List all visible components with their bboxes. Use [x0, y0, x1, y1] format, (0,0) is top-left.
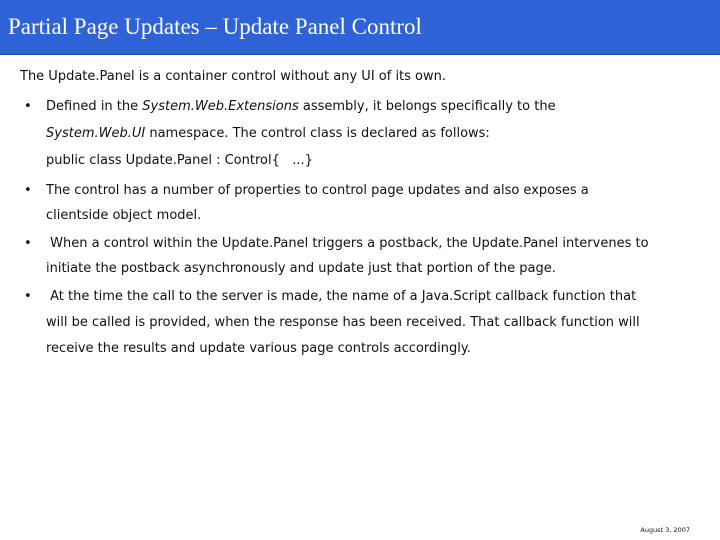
slide-date: August 3, 2007: [640, 526, 690, 534]
bullet-line: [46, 126, 490, 141]
bullet-marker: •: [24, 289, 32, 304]
text-run: public class Update.Panel : Control{ ...}: [46, 153, 313, 168]
intro-text: The Update.Panel is a container control without any UI of its own.: [20, 69, 447, 84]
title-bar: [0, 0, 720, 55]
bullet-line: [46, 236, 649, 251]
bullet-marker: •: [24, 99, 32, 114]
text-run: The control has a number of properties to control page updates and also exposes a: [46, 183, 589, 198]
bullet-line: [46, 341, 471, 356]
italic-term: System.Web.Extensions: [142, 99, 299, 114]
text-run: When a control within the Update.Panel triggers a postback, the Update.Panel intervenes to: [46, 236, 649, 251]
slide-title: Partial Page Updates – Update Panel Control: [8, 14, 422, 39]
text-run: clientside object model.: [46, 208, 202, 223]
bullet-line: [46, 183, 589, 198]
bullet-line: [46, 153, 313, 168]
bullet-line: [46, 99, 556, 114]
text-run: initiate the postback asynchronously and update just that portion of the page.: [46, 261, 556, 276]
italic-term: System.Web.UI: [46, 126, 146, 141]
text-run: will be called is provided, when the response has been received. That callback function will: [46, 315, 640, 330]
bullet-line: [46, 261, 556, 276]
bullet-line: [46, 208, 201, 223]
text-run: namespace. The control class is declared as follows:: [145, 126, 490, 141]
text-run: Defined in the: [46, 99, 143, 114]
text-run: assembly, it belongs specifically to the: [298, 99, 556, 114]
text-run: At the time the call to the server is made, the name of a Java.Script callback function that: [46, 289, 637, 304]
bullet-marker: •: [24, 183, 32, 198]
bullet-line: [46, 289, 636, 304]
text-run: receive the results and update various page controls accordingly.: [46, 341, 471, 356]
bullet-marker: •: [24, 236, 32, 251]
bullet-line: [46, 315, 640, 330]
